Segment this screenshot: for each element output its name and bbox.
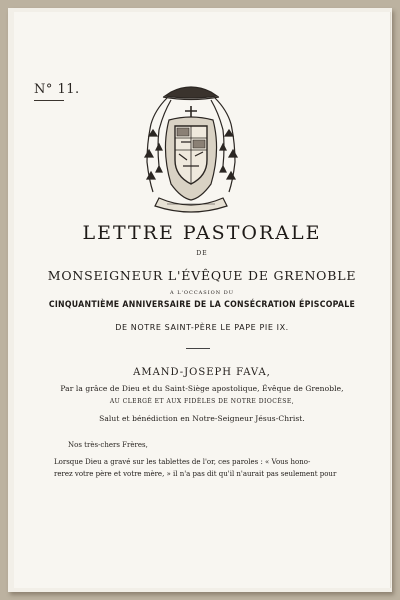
number-underline — [34, 100, 64, 101]
paper-sheet — [8, 8, 392, 592]
author-title-line: Par la grâce de Dieu et du Saint-Siège apostolique, Évêque de Grenoble, — [60, 384, 344, 393]
pope-heading: DE NOTRE SAINT-PÈRE LE PAPE PIE IX. — [115, 323, 289, 332]
document-page — [14, 12, 391, 588]
author-name: AMAND-JOSEPH FAVA, — [133, 367, 271, 378]
document-number: N° 11. — [34, 82, 80, 97]
body-paragraph — [54, 456, 354, 480]
bishop-heading: MONSEIGNEUR L'ÉVÊQUE DE GRENOBLE — [47, 268, 357, 283]
author-blessing-line: Salut et bénédiction en Notre-Seigneur Jésus-Christ. — [99, 414, 305, 423]
paragraph-line: Lorsque Dieu a gravé sur les tablettes de l'or, ces paroles : « Vous hono- — [54, 458, 311, 466]
document-title: LETTRE PASTORALE — [82, 222, 322, 244]
paragraph-line: rerez votre père et votre mère, » il n'a pas dit qu'il n'aurait pas seulement pour — [54, 470, 337, 478]
section-divider — [186, 348, 210, 349]
occasion-heading: CINQUANTIÈME ANNIVERSAIRE DE LA CONSÉCRATION ÉPISCOPALE — [48, 300, 356, 310]
episcopal-coat-of-arms-icon — [137, 80, 245, 216]
author-address-line: AU CLERGÉ ET AUX FIDÈLES DE NOTRE DIOCÈSE, — [109, 398, 295, 405]
salutation: Nos très-chers Frères, — [68, 441, 148, 449]
occasion-intro: A L'OCCASION DU — [170, 290, 234, 296]
title-connector: DE — [196, 250, 208, 257]
